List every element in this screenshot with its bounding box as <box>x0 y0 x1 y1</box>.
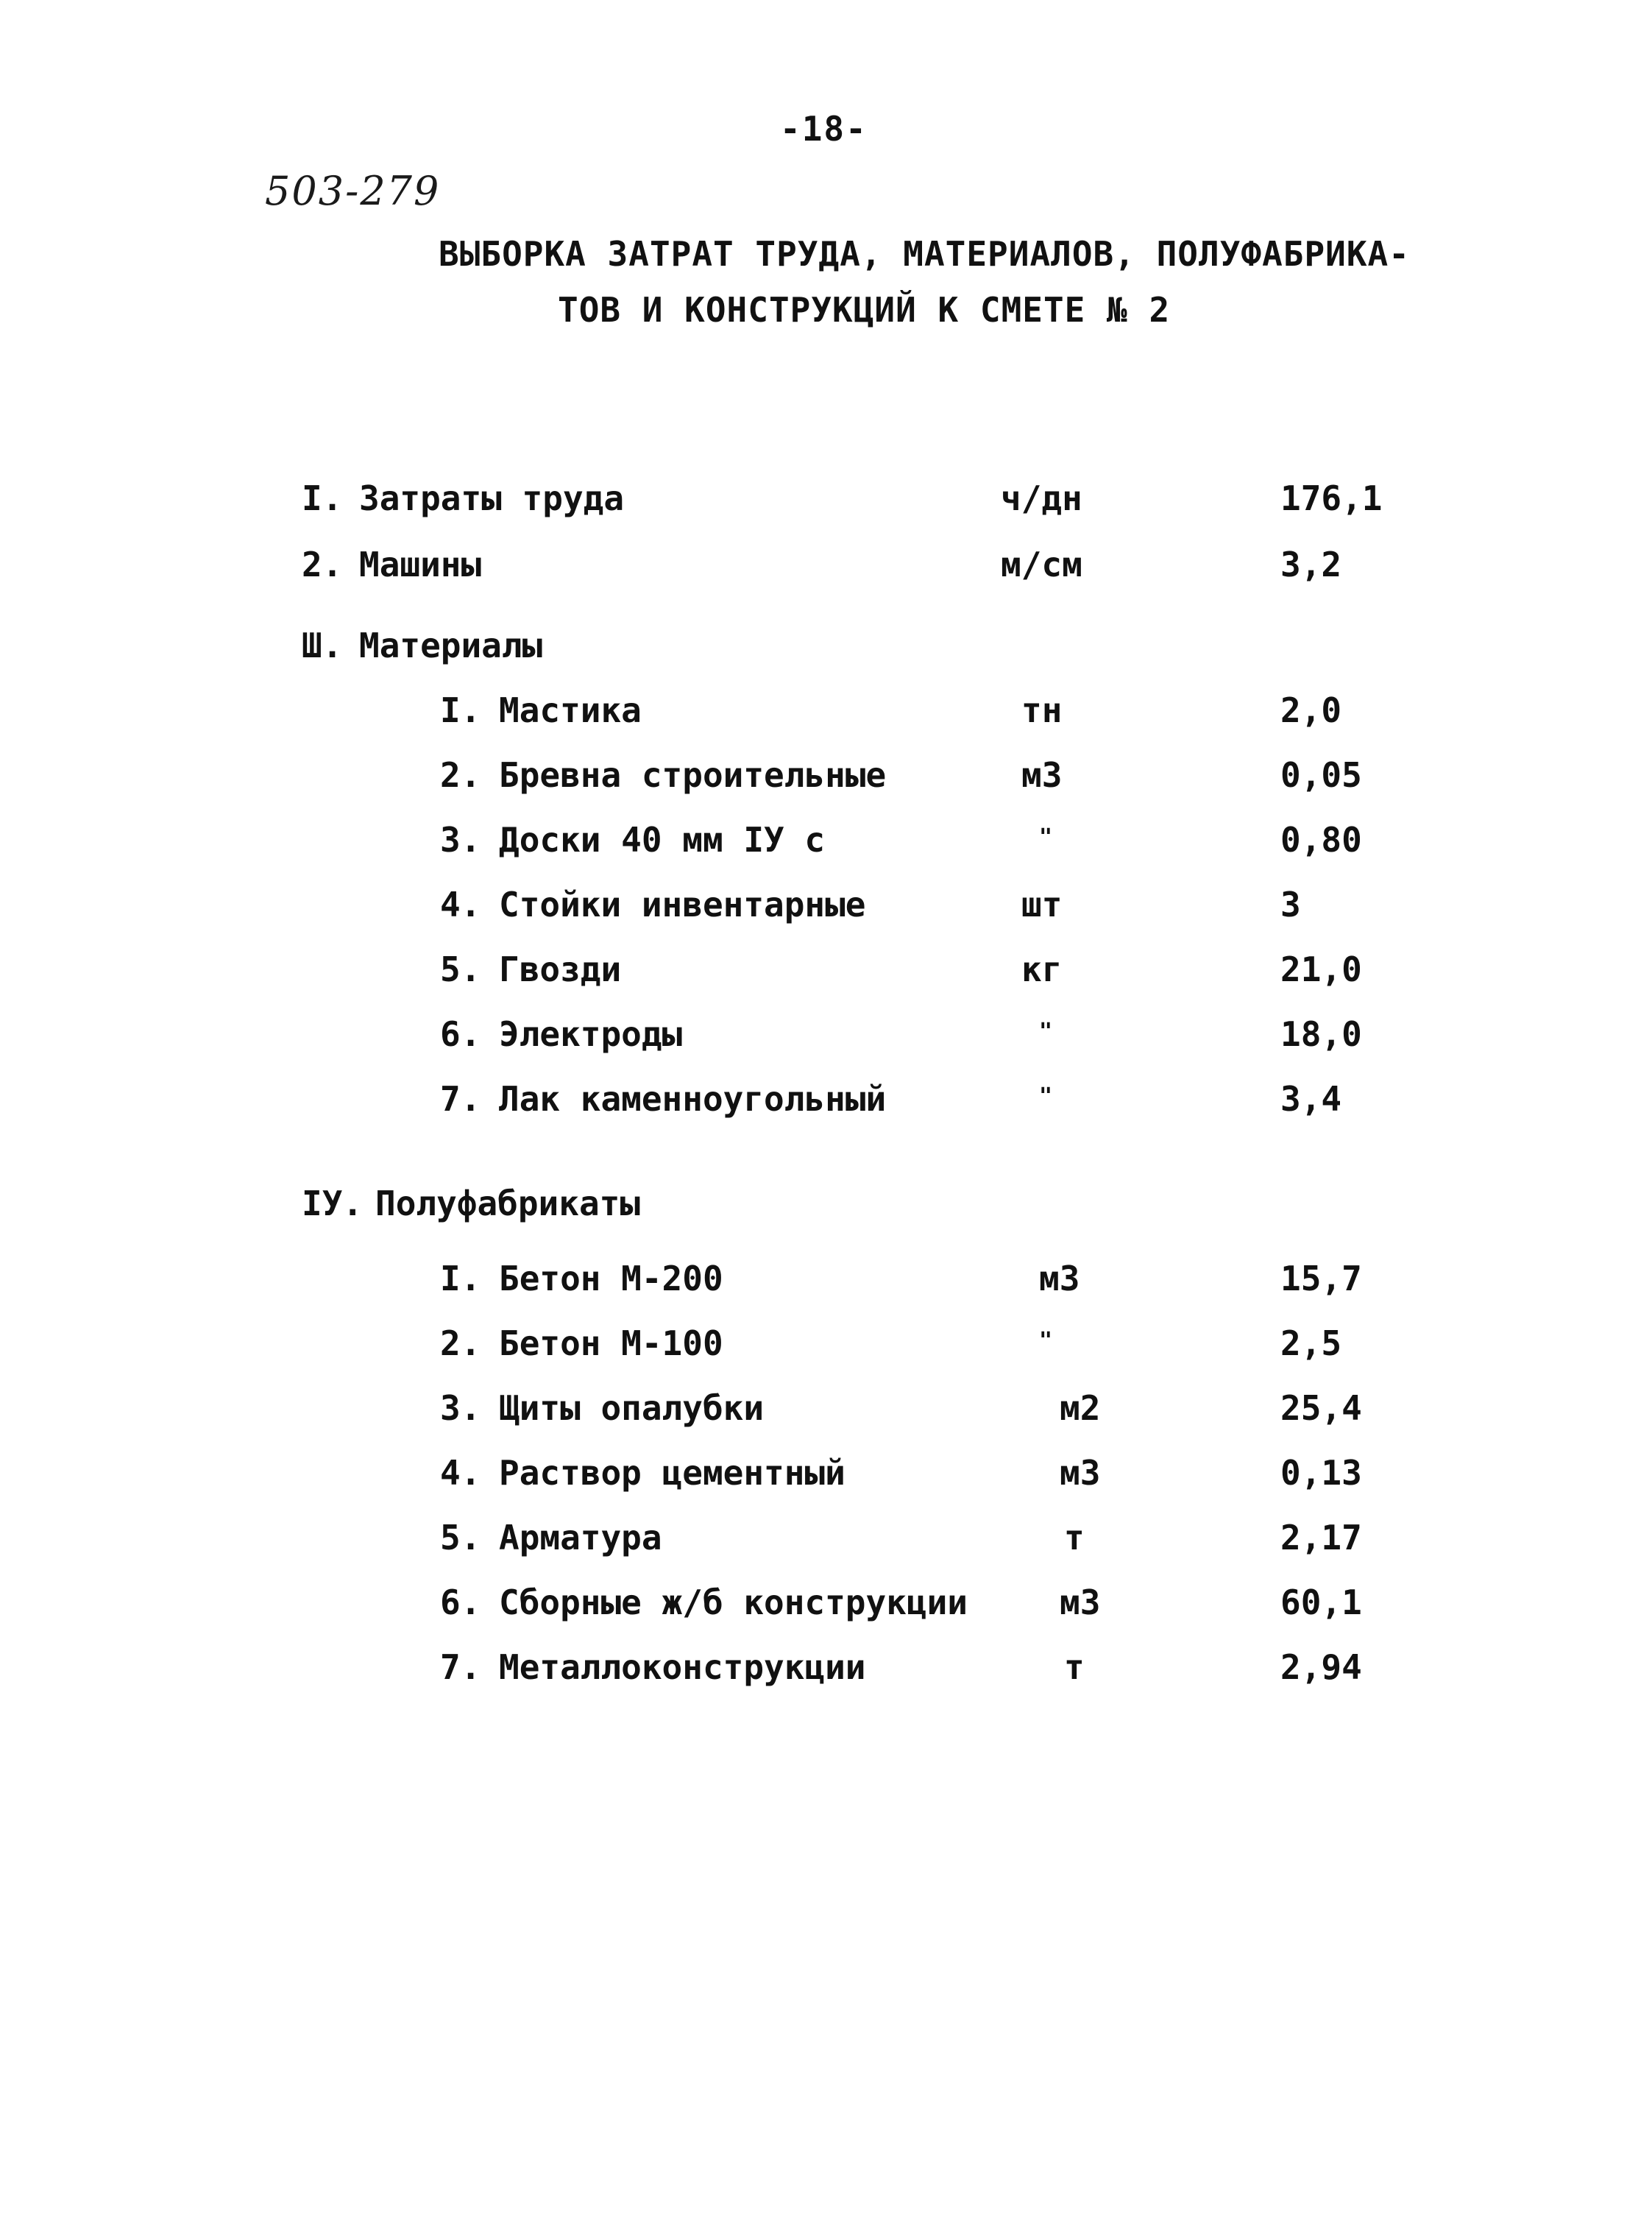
item-name: Раствор цементный <box>499 1453 846 1493</box>
item-number: 7. <box>440 1647 481 1687</box>
item-number: 4. <box>440 885 481 924</box>
item-name: Машины <box>359 545 482 584</box>
item-name: Гвозди <box>499 950 622 989</box>
list-item <box>0 478 1652 523</box>
list-item <box>0 1014 1652 1058</box>
item-value: 25,4 <box>1280 1388 1362 1428</box>
item-number: I. <box>440 690 481 730</box>
item-value: 0,80 <box>1280 820 1362 860</box>
item-value: 2,94 <box>1280 1647 1362 1687</box>
list-item <box>0 690 1652 735</box>
item-number: I. <box>440 1259 481 1298</box>
item-value: 2,5 <box>1280 1323 1342 1363</box>
list-item <box>0 885 1652 929</box>
item-value: 0,05 <box>1280 755 1362 795</box>
item-number: 2. <box>302 545 343 584</box>
item-name: Бревна строительные <box>499 755 887 795</box>
list-item <box>0 1518 1652 1562</box>
item-number: 6. <box>440 1014 481 1054</box>
item-name: Металлоконструкции <box>499 1647 866 1687</box>
item-unit: " <box>1039 1083 1053 1109</box>
item-value: 18,0 <box>1280 1014 1362 1054</box>
item-value: 176,1 <box>1280 478 1383 518</box>
item-number: 7. <box>440 1079 481 1119</box>
item-name: Лак каменноугольный <box>499 1079 887 1119</box>
document-title-line-1: ВЫБОРКА ЗАТРАТ ТРУДА, МАТЕРИАЛОВ, ПОЛУФАБРИКА- <box>439 234 1410 274</box>
item-number: 6. <box>440 1583 481 1622</box>
item-unit: м2 <box>1060 1388 1101 1428</box>
list-item <box>0 1453 1652 1497</box>
item-number: 5. <box>440 950 481 989</box>
item-unit: " <box>1039 1019 1053 1044</box>
list-item <box>0 1079 1652 1123</box>
item-unit: м3 <box>1060 1453 1101 1493</box>
item-name: Арматура <box>499 1518 662 1557</box>
list-item <box>0 1388 1652 1432</box>
section-title: Полуфабрикаты <box>375 1184 641 1223</box>
item-name: Мастика <box>499 690 642 730</box>
item-number: I. <box>302 478 343 518</box>
item-name: Сборные ж/б конструкции <box>499 1583 968 1622</box>
item-value: 2,0 <box>1280 690 1342 730</box>
page-number: -18- <box>780 109 868 149</box>
section-number: Ш. <box>302 626 343 665</box>
item-name: Щиты опалубки <box>499 1388 765 1428</box>
list-item <box>0 545 1652 589</box>
list-item <box>0 1583 1652 1627</box>
item-unit: м3 <box>1021 755 1063 795</box>
item-name: Бетон М-100 <box>499 1323 723 1363</box>
item-unit: м3 <box>1060 1583 1101 1622</box>
item-value: 15,7 <box>1280 1259 1362 1298</box>
list-item <box>0 950 1652 994</box>
list-item <box>0 1647 1652 1691</box>
item-unit: ч/дн <box>1001 478 1082 518</box>
item-value: 3,2 <box>1280 545 1342 584</box>
item-unit: шт <box>1021 885 1063 924</box>
item-name: Электроды <box>499 1014 683 1054</box>
item-value: 0,13 <box>1280 1453 1362 1493</box>
item-value: 3,4 <box>1280 1079 1342 1119</box>
list-item <box>0 820 1652 864</box>
item-number: 3. <box>440 1388 481 1428</box>
item-number: 4. <box>440 1453 481 1493</box>
item-value: 21,0 <box>1280 950 1362 989</box>
item-number: 5. <box>440 1518 481 1557</box>
item-unit: т <box>1064 1647 1085 1687</box>
item-name: Затраты труда <box>359 478 625 518</box>
item-number: 3. <box>440 820 481 860</box>
section-title: Материалы <box>359 626 543 665</box>
list-item <box>0 755 1652 799</box>
item-unit: м/см <box>1001 545 1082 584</box>
list-item <box>0 1259 1652 1303</box>
item-unit: " <box>1039 824 1053 850</box>
item-number: 2. <box>440 755 481 795</box>
item-unit: кг <box>1021 950 1063 989</box>
document-title-line-2: ТОВ И КОНСТРУКЦИЙ К СМЕТЕ № 2 <box>558 290 1171 330</box>
item-name: Бетон М-200 <box>499 1259 723 1298</box>
item-value: 60,1 <box>1280 1583 1362 1622</box>
item-unit: т <box>1064 1518 1085 1557</box>
document-code: 503-279 <box>265 168 441 214</box>
item-name: Стойки инвентарные <box>499 885 866 924</box>
item-number: 2. <box>440 1323 481 1363</box>
item-unit: " <box>1039 1328 1053 1354</box>
list-item <box>0 1323 1652 1368</box>
item-unit: м3 <box>1039 1259 1080 1298</box>
item-unit: тн <box>1021 690 1063 730</box>
item-value: 2,17 <box>1280 1518 1362 1557</box>
item-name: Доски 40 мм IУ с <box>499 820 826 860</box>
item-value: 3 <box>1280 885 1301 924</box>
section-number: IУ. <box>302 1184 364 1223</box>
